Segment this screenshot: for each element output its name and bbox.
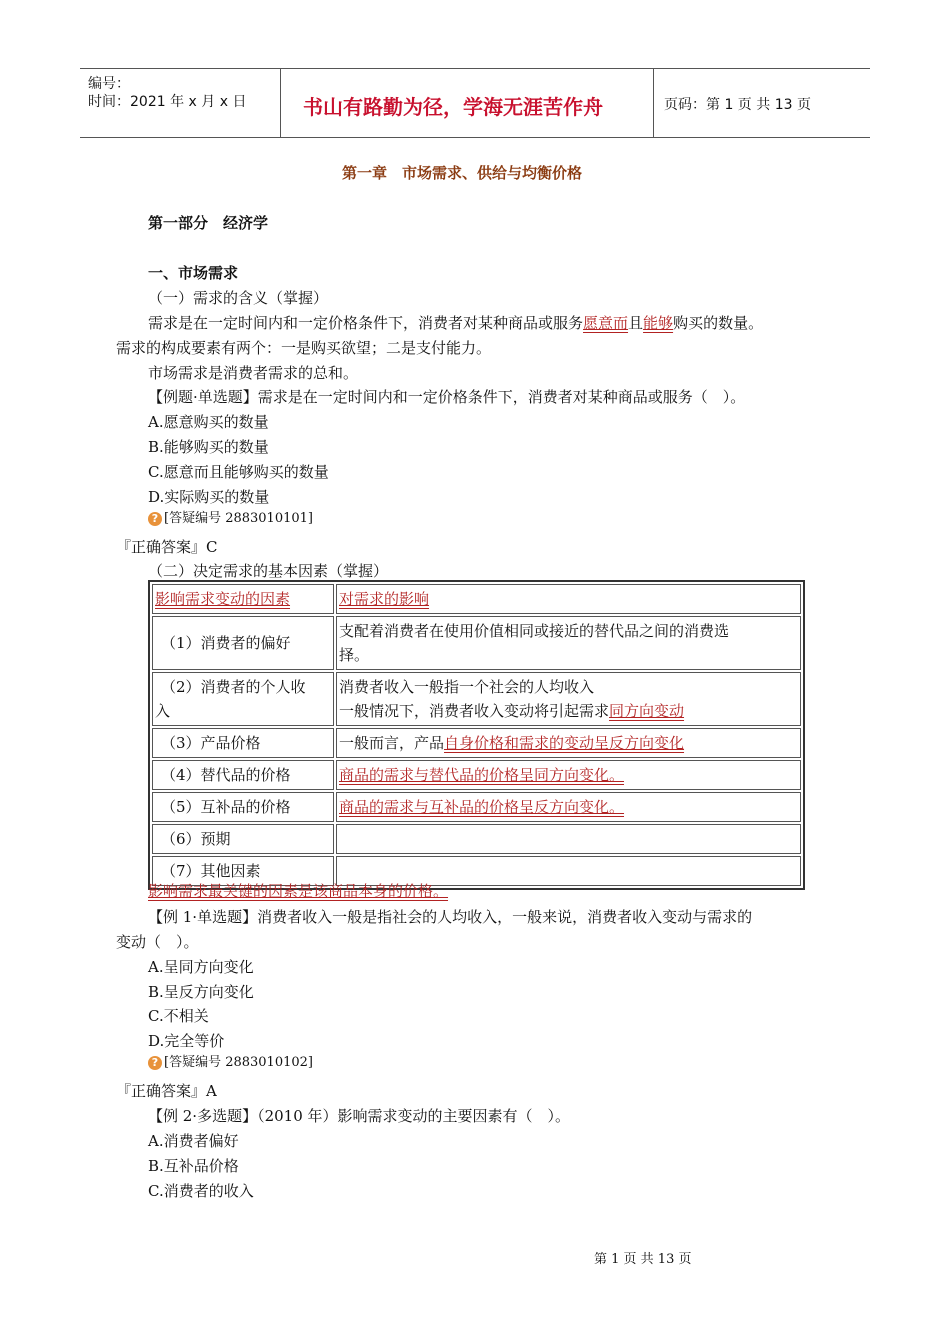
cell-line — [339, 699, 798, 723]
key-note: 影响需求最关键的因素是该商品本身的价格。 — [148, 882, 449, 900]
table-cell: （4）替代品的价格 — [152, 760, 334, 790]
option: A.消费者偏好 — [148, 1132, 239, 1150]
table-cell: （5）互补品的价格 — [152, 792, 334, 822]
table-header-cell — [336, 584, 801, 614]
cell-line: 择。 — [339, 646, 370, 664]
option: B.互补品价格 — [148, 1157, 239, 1175]
table-row — [152, 792, 801, 822]
cell-line: 支配着消费者在使用价值相同或接近的替代品之间的消费选 — [339, 622, 730, 640]
question-reference[interactable] — [148, 1051, 313, 1070]
answer: 『正确答案』A — [116, 1082, 217, 1100]
table-header-row — [152, 584, 801, 614]
text-segment: 且 — [628, 314, 644, 332]
paragraph: 需求的构成要素有两个：一是购买欲望；二是支付能力。 — [116, 339, 492, 357]
table-cell: （1）消费者的偏好 — [152, 616, 334, 670]
time-label: 时间：2021 年 x 月 x 日 — [88, 94, 247, 110]
chapter-title: 第一章 市场需求、供给与均衡价格 — [342, 164, 583, 182]
highlight-text: 能够 — [643, 314, 674, 332]
table-row — [152, 728, 801, 758]
highlight-text: 自身价格和需求的变动呈反方向变化 — [444, 734, 685, 752]
header-text: 对需求的影响 — [339, 590, 430, 608]
motto: 书山有路勤为径，学海无涯苦作舟 — [303, 95, 603, 119]
part-title: 第一部分 经济学 — [148, 214, 269, 232]
reference-text: [答疑编号 2883010101] — [164, 511, 313, 526]
table-cell — [152, 672, 334, 726]
table-row — [152, 760, 801, 790]
page-header — [80, 68, 870, 138]
header-right-cell — [654, 69, 870, 137]
table-row — [152, 824, 801, 854]
header-left-cell — [80, 69, 281, 137]
highlight-text: 商品的需求与替代品的价格呈同方向变化。 — [339, 766, 625, 784]
table-cell: （7）其他因素 — [152, 856, 334, 886]
option: D.完全等价 — [148, 1032, 225, 1050]
number-label: 编号： — [88, 76, 130, 92]
page-label: 页码：第 1 页 共 13 页 — [664, 97, 811, 113]
table-cell: （3）产品价格 — [152, 728, 334, 758]
page-footer: 第 1 页 共 13 页 — [594, 1252, 692, 1267]
cell-line: （2）消费者的个人收 — [161, 678, 306, 696]
section-title: 一、市场需求 — [148, 264, 239, 282]
demand-factors-table — [148, 580, 805, 890]
option: C.愿意而且能够购买的数量 — [148, 463, 329, 481]
table-row — [152, 672, 801, 726]
option: C.不相关 — [148, 1007, 209, 1025]
cell-line: 入 — [155, 702, 171, 720]
help-question-icon[interactable]: ? — [148, 1056, 162, 1070]
table-cell — [336, 728, 801, 758]
option: D.实际购买的数量 — [148, 488, 270, 506]
option: A.呈同方向变化 — [148, 958, 254, 976]
answer: 『正确答案』C — [116, 538, 218, 556]
option: B.能够购买的数量 — [148, 438, 269, 456]
option: A.愿意购买的数量 — [148, 413, 269, 431]
question: 【例 2·多选题】（2010 年）影响需求变动的主要因素有（ ）。 — [148, 1107, 571, 1125]
question: 【例题·单选题】需求是在一定时间内和一定价格条件下，消费者对某种商品或服务（ ）。 — [148, 388, 746, 406]
header-text: 影响需求变动的因素 — [155, 590, 291, 608]
paragraph: 市场需求是消费者需求的总和。 — [148, 364, 359, 382]
table-header-cell — [152, 584, 334, 614]
subsection-title: （一）需求的含义（掌握） — [148, 289, 329, 307]
table-cell — [336, 760, 801, 790]
option: B.呈反方向变化 — [148, 983, 254, 1001]
table-cell — [336, 672, 801, 726]
text-segment: 需求是在一定时间内和一定价格条件下，消费者对某种商品或服务 — [148, 314, 584, 332]
option: C.消费者的收入 — [148, 1182, 254, 1200]
highlight-text: 同方向变动 — [609, 702, 685, 720]
header-motto-cell — [281, 69, 654, 137]
table-cell — [336, 824, 801, 854]
table-cell — [336, 792, 801, 822]
question-continuation: 变动（ ）。 — [116, 933, 199, 951]
text-segment: 一般情况下，消费者收入变动将引起需求 — [339, 702, 610, 720]
table-cell — [336, 616, 801, 670]
paragraph — [148, 312, 763, 333]
reference-text: [答疑编号 2883010102] — [164, 1055, 313, 1070]
subsection-title: （二）决定需求的基本因素（掌握） — [148, 562, 389, 580]
question-reference[interactable] — [148, 507, 313, 526]
table-cell: （6）预期 — [152, 824, 334, 854]
highlight-text: 愿意而 — [583, 314, 629, 332]
text-segment: 一般而言，产品 — [339, 734, 445, 752]
question: 【例 1·单选题】消费者收入一般是指社会的人均收入，一般来说，消费者收入变动与需求的 — [148, 908, 753, 926]
table-row — [152, 616, 801, 670]
text-segment: 购买的数量。 — [673, 314, 764, 332]
cell-line: 消费者收入一般指一个社会的人均收入 — [339, 678, 595, 696]
highlight-text: 商品的需求与互补品的价格呈反方向变化。 — [339, 798, 625, 816]
help-question-icon[interactable]: ? — [148, 512, 162, 526]
